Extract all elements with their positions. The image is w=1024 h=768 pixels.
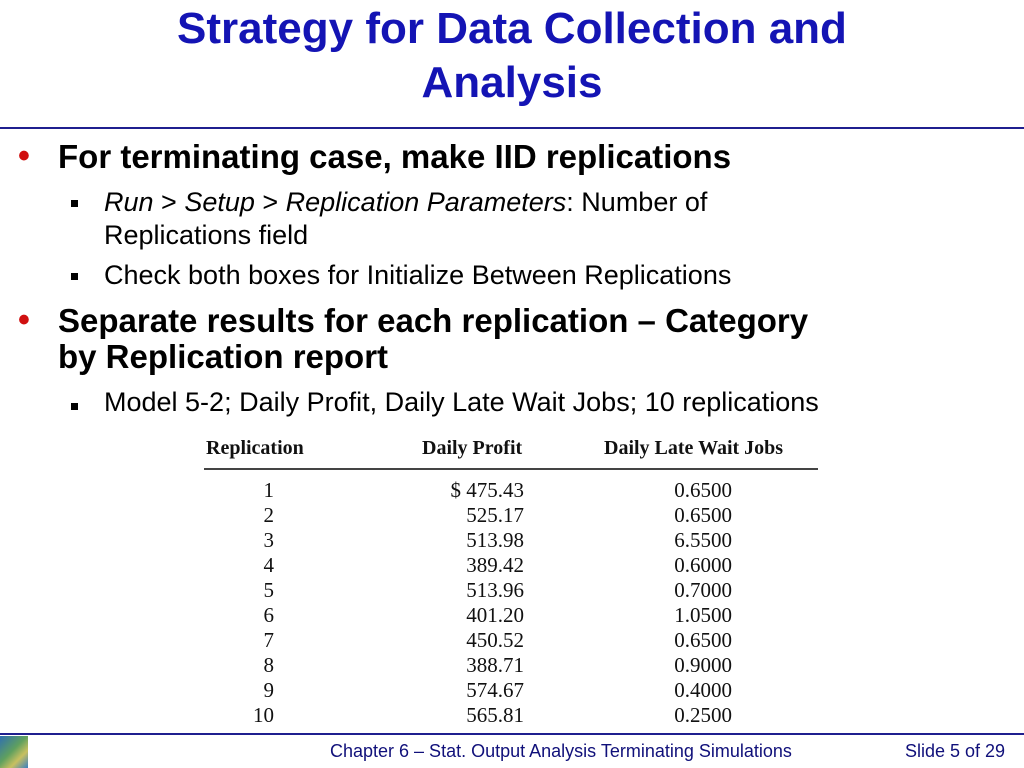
menu-run: Run [104, 187, 154, 217]
table-cell-late-wait-jobs: 0.9000 [674, 653, 732, 677]
sub-bullet-square-icon [71, 200, 78, 207]
table-cell-late-wait-jobs: 0.6000 [674, 553, 732, 577]
table-cell-daily-profit: 574.67 [466, 678, 524, 702]
table-cell-late-wait-jobs: 0.6500 [674, 478, 732, 502]
table-header-replication: Replication [206, 437, 304, 459]
table-cell-late-wait-jobs: 0.6500 [674, 628, 732, 652]
slide-title [0, 2, 1024, 110]
footer-slide-number: Slide 5 of 29 [905, 741, 1006, 761]
bullet-dot-icon: • [18, 301, 30, 339]
table-cell-replication: 9 [263, 678, 274, 702]
table-cell-replication: 3 [263, 528, 274, 552]
table-cell-late-wait-jobs: 0.2500 [674, 703, 732, 727]
sub-bullet-1-1 [104, 186, 1004, 252]
table-cell-late-wait-jobs: 0.7000 [674, 578, 732, 602]
replication-results-table [204, 432, 818, 732]
table-cell-daily-profit: $ 475.43 [450, 478, 524, 502]
sub-bullet-2-1: Model 5-2; Daily Profit, Daily Late Wait Jobs; 10 replications [104, 387, 819, 417]
slide-title-line2: Analysis [421, 58, 603, 107]
table-cell-daily-profit: 450.52 [466, 628, 524, 652]
slide-title-line1: Strategy for Data Collection and [177, 4, 847, 53]
menu-replication-parameters: Replication Parameters [285, 187, 567, 217]
sub-bullet-1-1-rest: : Number of [566, 187, 708, 217]
bullet-2-line1: Separate results for each replication – Category [58, 302, 809, 339]
table-cell-replication: 10 [253, 703, 274, 727]
table-cell-late-wait-jobs: 1.0500 [674, 603, 732, 627]
logo-icon [0, 736, 28, 768]
footer-divider [0, 733, 1024, 735]
table-header-rule [204, 468, 818, 470]
table-cell-daily-profit: 401.20 [466, 603, 524, 627]
table-cell-late-wait-jobs: 6.5500 [674, 528, 732, 552]
bullet-2-line2: by Replication report [58, 338, 389, 375]
footer-chapter: Chapter 6 – Stat. Output Analysis Terminating Simulations [330, 741, 792, 761]
bullet-2-text [58, 303, 1008, 375]
table-header-late-wait-jobs: Daily Late Wait Jobs [604, 437, 784, 459]
sub-bullet-square-icon [71, 273, 78, 280]
table-cell-replication: 2 [263, 503, 274, 527]
sub-bullet-square-icon [71, 403, 78, 410]
menu-sep-2: > [254, 187, 286, 217]
table-cell-replication: 4 [263, 553, 274, 577]
menu-sep-1: > [153, 187, 185, 217]
menu-setup: Setup [184, 187, 255, 217]
table-cell-daily-profit: 565.81 [466, 703, 524, 727]
table-cell-replication: 8 [263, 653, 274, 677]
table-cell-daily-profit: 388.71 [466, 653, 524, 677]
table-cell-replication: 1 [263, 478, 274, 502]
title-divider [0, 127, 1024, 129]
sub-bullet-1-1-line2: Replications field [104, 220, 309, 250]
table-cell-replication: 7 [263, 628, 274, 652]
table-cell-late-wait-jobs: 0.6500 [674, 503, 732, 527]
sub-bullet-1-2: Check both boxes for Initialize Between Replications [104, 260, 732, 290]
bullet-1-text: For terminating case, make IID replications [58, 138, 732, 175]
table-cell-daily-profit: 389.42 [466, 553, 524, 577]
table-cell-replication: 5 [263, 578, 274, 602]
table-cell-replication: 6 [263, 603, 274, 627]
table-header-daily-profit: Daily Profit [422, 437, 523, 459]
table-cell-daily-profit: 513.96 [466, 578, 524, 602]
bullet-dot-icon: • [18, 137, 30, 175]
table-cell-daily-profit: 525.17 [466, 503, 524, 527]
table-cell-daily-profit: 513.98 [466, 528, 524, 552]
table-cell-late-wait-jobs: 0.4000 [674, 678, 732, 702]
